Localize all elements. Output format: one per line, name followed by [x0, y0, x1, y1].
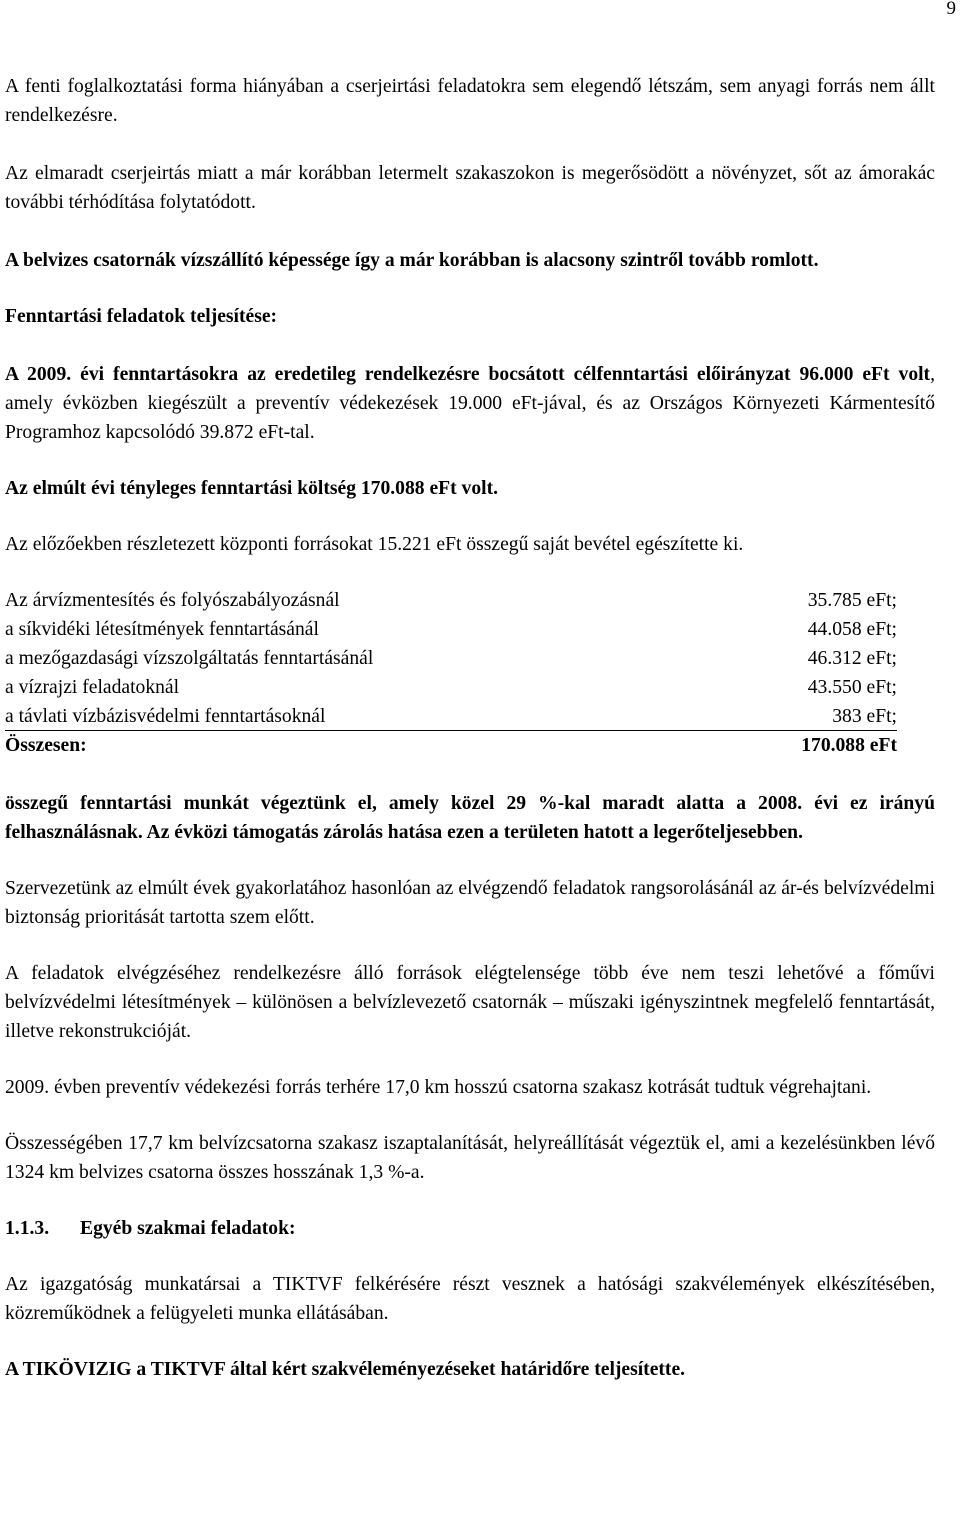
paragraph-own-revenue: Az előzőekben részletezett központi forrásokat 15.221 eFt összegű saját bevétel egészítette ki. [5, 534, 744, 555]
total-amount: 170.088 eFt [801, 734, 897, 756]
heading-maintenance: Fenntartási feladatok teljesítése: [5, 306, 278, 327]
allocation-amount: 43.550 eFt; [807, 677, 897, 698]
total-label: Összesen: [5, 734, 87, 756]
paragraph-actual-cost: Az elmúlt évi tényleges fenntartási költség 170.088 eFt volt. [5, 478, 499, 499]
paragraph-summary: összegű fenntartási munkát végeztünk el, amely közel 29 %-kal maradt alatta a 2008. évi ez irányú felhasználásnak. Az évközi támogatás zárolás hatása ezen a területen hatott a legerőteljesebben. [5, 792, 935, 843]
allocation-label: Az árvízmentesítés és folyószabályozásnál [5, 590, 340, 611]
page-number: 9 [946, 0, 956, 19]
allocation-row [5, 673, 897, 702]
heading-other-tasks [5, 1214, 935, 1243]
budget-rest-text: , amely évközben kiegészült a preventív védekezések 19.000 eFt-jával, és az Országos Környezeti Kármentesítő Programhoz kapcsolódó 39.872 eFt-tal. [5, 364, 935, 443]
document-body [5, 72, 935, 1384]
allocation-label: a mezőgazdasági vízszolgáltatás fenntartásánál [5, 648, 374, 669]
allocation-label: a távlati vízbázisvédelmi fenntartásoknál [5, 706, 326, 727]
allocation-amount: 44.058 eFt; [807, 619, 897, 640]
paragraph-vegetation: Az elmaradt cserjeirtás miatt a már korábban letermelt szakaszokon is megerősödött a növényzet, sőt az ámorakác további térhódítása folytatódott. [5, 163, 935, 213]
section-title: Egyéb szakmai feladatok: [80, 1217, 296, 1239]
paragraph-priorities: Szervezetünk az elmúlt évek gyakorlatához hasonlóan az elvégzendő feladatok rangsorolásánál az ár-és belvízvédelmi biztonság prioritását tartotta szem előtt. [5, 877, 935, 928]
allocation-row [5, 615, 897, 644]
paragraph-budget [5, 360, 935, 447]
paragraph-deadline: A TIKÖVIZIG a TIKTVF által kért szakvéleményezéseket határidőre teljesítette. [5, 1358, 686, 1380]
allocation-amount: 35.785 eFt; [807, 590, 897, 611]
allocation-table [5, 586, 935, 760]
paragraph-insufficient-funds: A feladatok elvégzéséhez rendelkezésre álló források elégtelensége több éve nem teszi lehetővé a főművi belvízvédelmi létesítmények – különösen a belvízlevezető csatornák – műszaki igényszintnek megfelelő fenntartását, illetve rekonstrukcióját. [5, 962, 935, 1042]
paragraph-staffing: A fenti foglalkoztatási forma hiányában a cserjeirtási feladatokra sem elegendő létszám, sem anyagi forrás nem állt rendelkezésre. [5, 76, 935, 126]
allocation-amount: 46.312 eFt; [807, 648, 897, 669]
paragraph-dredging: 2009. évben preventív védekezési forrás terhére 17,0 km hosszú csatorna szakasz kotrását tudtuk végrehajtani. [5, 1076, 872, 1098]
allocation-total-row [5, 731, 897, 760]
allocation-amount: 383 eFt; [832, 706, 897, 727]
allocation-label: a vízrajzi feladatoknál [5, 677, 180, 698]
budget-bold-text: A 2009. évi fenntartásokra az eredetileg rendelkezésre bocsátott célfenntartási előirányzat 96.000 eFt volt [5, 364, 931, 385]
paragraph-expert-opinions: Az igazgatóság munkatársai a TIKTVF felkérésére részt vesznek a hatósági szakvélemények elkészítésében, közreműködnek a felügyeleti munka ellátásában. [5, 1273, 935, 1324]
paragraph-desilting: Összességében 17,7 km belvízcsatorna szakasz iszaptalanítását, helyreállítását végeztük el, ami a kezelésünkben lévő 1324 km belvizes csatorna összes hosszának 1,3 %-a. [5, 1132, 935, 1183]
paragraph-canal-capacity: A belvizes csatornák vízszállító képessége így a már korábban is alacsony szintről tovább romlott. [5, 250, 819, 271]
allocation-row [5, 702, 897, 731]
section-number: 1.1.3. [5, 1217, 50, 1239]
allocation-label: a síkvidéki létesítmények fenntartásánál [5, 619, 319, 640]
allocation-row [5, 644, 897, 673]
allocation-row [5, 586, 897, 615]
